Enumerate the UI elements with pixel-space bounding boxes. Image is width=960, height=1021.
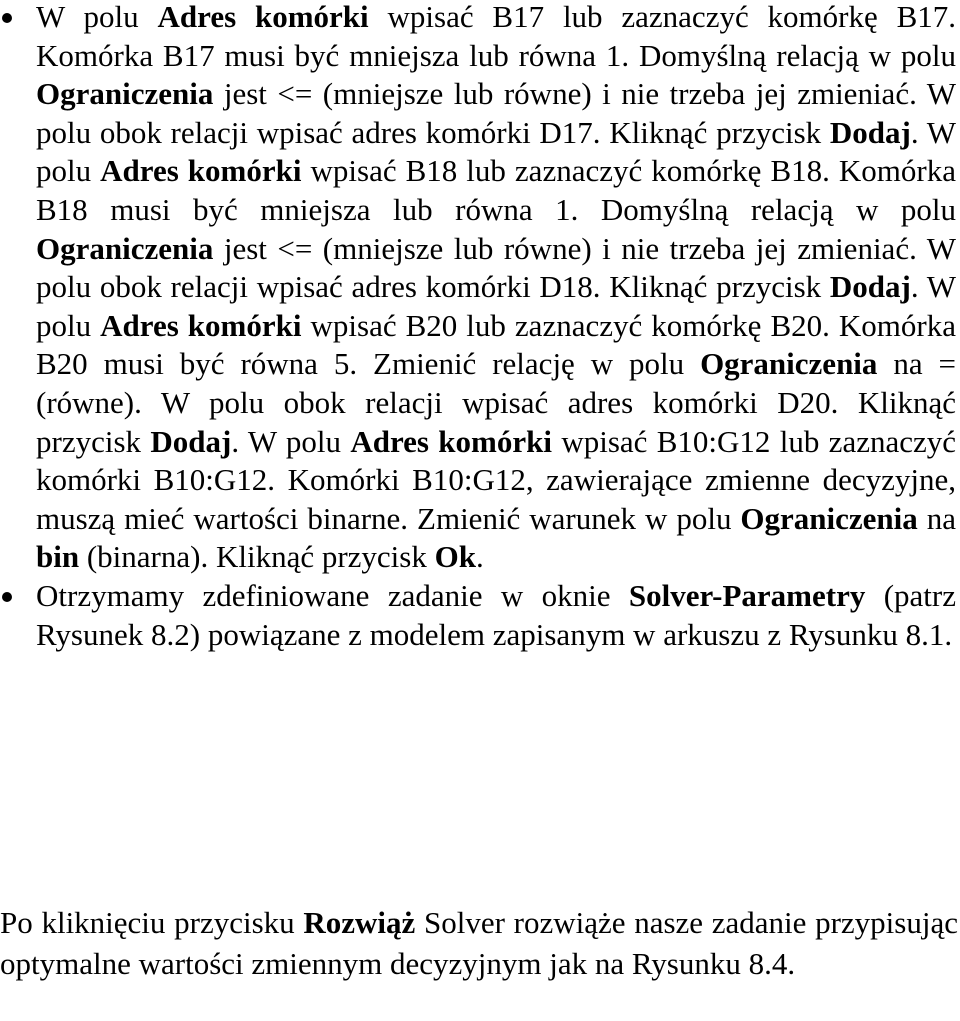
text-run: jest <= (mniejsze lub równe) i nie trzeba jej zmieniać. W polu obok relacji wpisać adres komórki D17. Kliknąć przycisk bbox=[36, 76, 956, 150]
text-run: Otrzymamy zdefiniowane zadanie w oknie bbox=[36, 577, 629, 613]
text-run: W polu bbox=[36, 0, 158, 34]
text-run: wpisać B18 lub zaznaczyć komórkę B18. Komórka B18 musi być mniejsza lub równa 1. Domyślną relacją w polu bbox=[36, 153, 956, 227]
text-run: . W polu bbox=[231, 423, 351, 459]
text-run: wpisać B10:G12 lub zaznaczyć komórki B10:G12. Komórki B10:G12, zawierające zmienne decyzyjne, muszą mieć wartości binarne. Zmienić warunek w polu bbox=[36, 423, 956, 536]
text-run: jest <= (mniejsze lub równe) i nie trzeba jej zmieniać. W polu obok relacji wpisać adres komórki D18. Kliknąć przycisk bbox=[36, 230, 956, 305]
text-run: (patrz Rysunek 8.2) powiązane z modelem zapisanym w arkuszu z Rysunku 8.1. bbox=[36, 577, 956, 652]
bold-term: Adres komórki bbox=[157, 0, 369, 34]
closing-paragraph bbox=[0, 902, 958, 984]
bold-term: Adres komórki bbox=[100, 307, 302, 343]
bold-term: Ok bbox=[434, 539, 476, 575]
text-run: . W polu bbox=[36, 269, 956, 343]
bold-term: Rozwiąż bbox=[303, 905, 416, 940]
text-run: na bbox=[917, 500, 957, 536]
text-run: Po kliknięciu przycisku bbox=[0, 905, 304, 940]
bold-term: Ograniczenia bbox=[740, 500, 918, 536]
bullet-text bbox=[36, 0, 956, 574]
text-run: Solver rozwiąże nasze zadanie przypisując optymalne wartości zmiennym decyzyjnym jak na Rysunku 8.4. bbox=[0, 905, 958, 981]
bold-term: Ograniczenia bbox=[36, 230, 214, 266]
bold-term: Adres komórki bbox=[350, 423, 552, 459]
bold-term: Solver-Parametry bbox=[628, 577, 866, 613]
bullet-icon bbox=[2, 13, 12, 23]
closing-text bbox=[0, 905, 958, 981]
bold-term: Ograniczenia bbox=[700, 346, 878, 382]
bold-term: Dodaj bbox=[829, 114, 911, 150]
bullet-item-solver-parameters bbox=[0, 577, 960, 654]
bullet-icon bbox=[2, 592, 12, 602]
text-run: wpisać B20 lub zaznaczyć komórkę B20. Komórka B20 musi być równa 5. Zmienić relację w polu bbox=[36, 307, 956, 382]
text-run: . bbox=[475, 539, 484, 575]
bold-term: Ograniczenia bbox=[36, 76, 214, 112]
bold-term: bin bbox=[36, 539, 80, 575]
bullet-text bbox=[36, 578, 956, 652]
text-run: . W polu bbox=[36, 114, 956, 189]
bold-term: Adres komórki bbox=[100, 153, 302, 189]
text-run: (binarna). Kliknąć przycisk bbox=[79, 539, 435, 575]
text-run: wpisać B17 lub zaznaczyć komórkę B17. Komórka B17 musi być mniejsza lub równa 1. Domyślną relacją w polu bbox=[36, 0, 957, 73]
bold-term: Dodaj bbox=[829, 269, 911, 305]
text-run: na = (równe). W polu obok relacji wpisać adres komórki D20. Kliknąć przycisk bbox=[36, 346, 956, 459]
bold-term: Dodaj bbox=[150, 423, 232, 459]
